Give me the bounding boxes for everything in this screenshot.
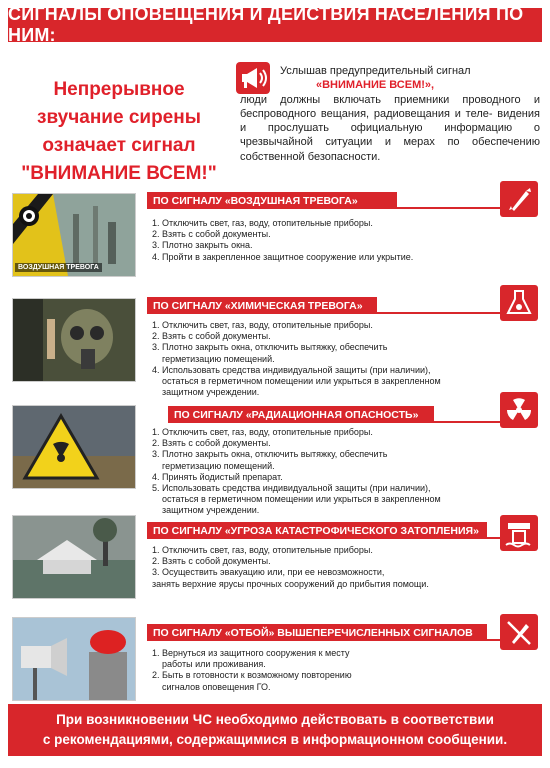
list-item: 2. Быть в готовности к возможному повторению (152, 670, 352, 681)
list-item: 3. Плотно закрыть окна, отключить вытяжку, обеспечить (152, 342, 388, 353)
siren-meaning (8, 76, 230, 188)
section-title-all-clear: ПО СИГНАЛУ «ОТБОЙ» ВЫШЕПЕРЕЧИСЛЕННЫХ СИГНАЛОВ (147, 624, 487, 641)
list-item: 2. Взять с собой документы. (152, 438, 271, 449)
list-item: 4. Пройти в закрепленное защитное сооружение или укрытие. (152, 251, 414, 262)
intro-alert: «ВНИМАНИЕ ВСЕМ!», (316, 79, 435, 92)
footer-line-1: При возникновении ЧС необходимо действовать в соответствии (56, 712, 494, 727)
intro-body: люди должны включать приемники проводного и беспроводного вещания, радиовещания и теле- видения и прослушать официальную информацию о чрезвычайной ситуации и мерах по обеспечению собственной безопасности. (240, 93, 540, 163)
list-item: сигналов оповещения ГО. (162, 681, 271, 692)
list-item: 4. Принять йодистый препарат. (152, 471, 283, 482)
radiation-icon (500, 392, 538, 428)
flood-list (152, 545, 497, 590)
flask-skull-icon (500, 285, 538, 321)
section-title-radiation: ПО СИГНАЛУ «РАДИАЦИОННАЯ ОПАСНОСТЬ» (168, 406, 434, 423)
section-title-flood: ПО СИГНАЛУ «УГРОЗА КАТАСТРОФИЧЕСКОГО ЗАТОПЛЕНИЯ» (147, 522, 487, 539)
chemical-list (152, 320, 497, 398)
list-item: работы или проживания. (162, 659, 266, 670)
list-item: 1. Отключить свет, газ, воду, отопительные приборы. (152, 545, 373, 555)
page-title: СИГНАЛЫ ОПОВЕЩЕНИЯ И ДЕЙСТВИЯ НАСЕЛЕНИЯ ПО НИМ: (8, 8, 542, 42)
siren-photo (12, 617, 136, 701)
list-item: герметизацию помещений. (162, 353, 275, 364)
siren-line-3: "ВНИМАНИЕ ВСЕМ!" (21, 163, 217, 184)
all-clear-list (152, 648, 497, 693)
divider (434, 421, 505, 423)
siren-line-1: Непрерывное звучание сирены (37, 79, 201, 128)
list-item: занять верхние ярусы прочных сооружений до прибытия помощи. (152, 578, 429, 589)
list-item: 1. Отключить свет, газ, воду, отопительные приборы. (152, 427, 373, 437)
intro-text (240, 64, 540, 164)
list-item: остаться в герметичном помещении или укрыться в закрепленном (162, 376, 441, 387)
list-item: 4. Использовать средства индивидуальной защиты (при наличии), (152, 364, 431, 375)
footer-notice (8, 704, 542, 756)
chemical-photo (12, 298, 136, 382)
list-item: 1. Отключить свет, газ, воду, отопительные приборы. (152, 218, 373, 228)
list-item: защитном учреждении. (162, 505, 260, 516)
air-raid-list (152, 218, 497, 263)
list-item: 3. Осуществить эвакуацию или, при ее невозможности, (152, 567, 385, 578)
list-item: 3. Плотно закрыть окна. (152, 240, 253, 251)
list-item: 2. Взять с собой документы. (152, 556, 271, 567)
air-raid-photo (12, 193, 136, 277)
list-item: 2. Взять с собой документы. (152, 331, 271, 342)
list-item: защитном учреждении. (162, 387, 260, 398)
divider (377, 312, 505, 314)
list-item: 1. Вернуться из защитного сооружения к месту (152, 648, 350, 658)
list-item: 1. Отключить свет, газ, воду, отопительные приборы. (152, 320, 373, 330)
siren-line-2: означает сигнал (42, 135, 196, 156)
footer-line-2: с рекомендациями, содержащимися в информационном сообщении. (42, 732, 508, 747)
flood-photo (12, 515, 136, 599)
list-item: 3. Плотно закрыть окна, отключить вытяжку, обеспечить (152, 449, 388, 460)
flooding-icon (500, 515, 538, 551)
list-item: 2. Взять с собой документы. (152, 229, 271, 240)
list-item: герметизацию помещений. (162, 460, 275, 471)
divider (397, 207, 505, 209)
list-item: 5. Использовать средства индивидуальной защиты (при наличии), (152, 483, 431, 494)
section-title-air-raid: ПО СИГНАЛУ «ВОЗДУШНАЯ ТРЕВОГА» (147, 192, 397, 209)
list-item: остаться в герметичном помещении или укрыться в закрепленном (162, 494, 441, 505)
intro-head: Услышав предупредительный сигнал (280, 65, 471, 77)
cancelled-rocket-icon (500, 614, 538, 650)
radiation-list (152, 427, 497, 517)
section-title-chemical: ПО СИГНАЛУ «ХИМИЧЕСКАЯ ТРЕВОГА» (147, 297, 377, 314)
rocket-icon (500, 181, 538, 217)
radiation-photo (12, 405, 136, 489)
air-raid-photo-label: ВОЗДУШНАЯ ТРЕВОГА (15, 263, 102, 272)
